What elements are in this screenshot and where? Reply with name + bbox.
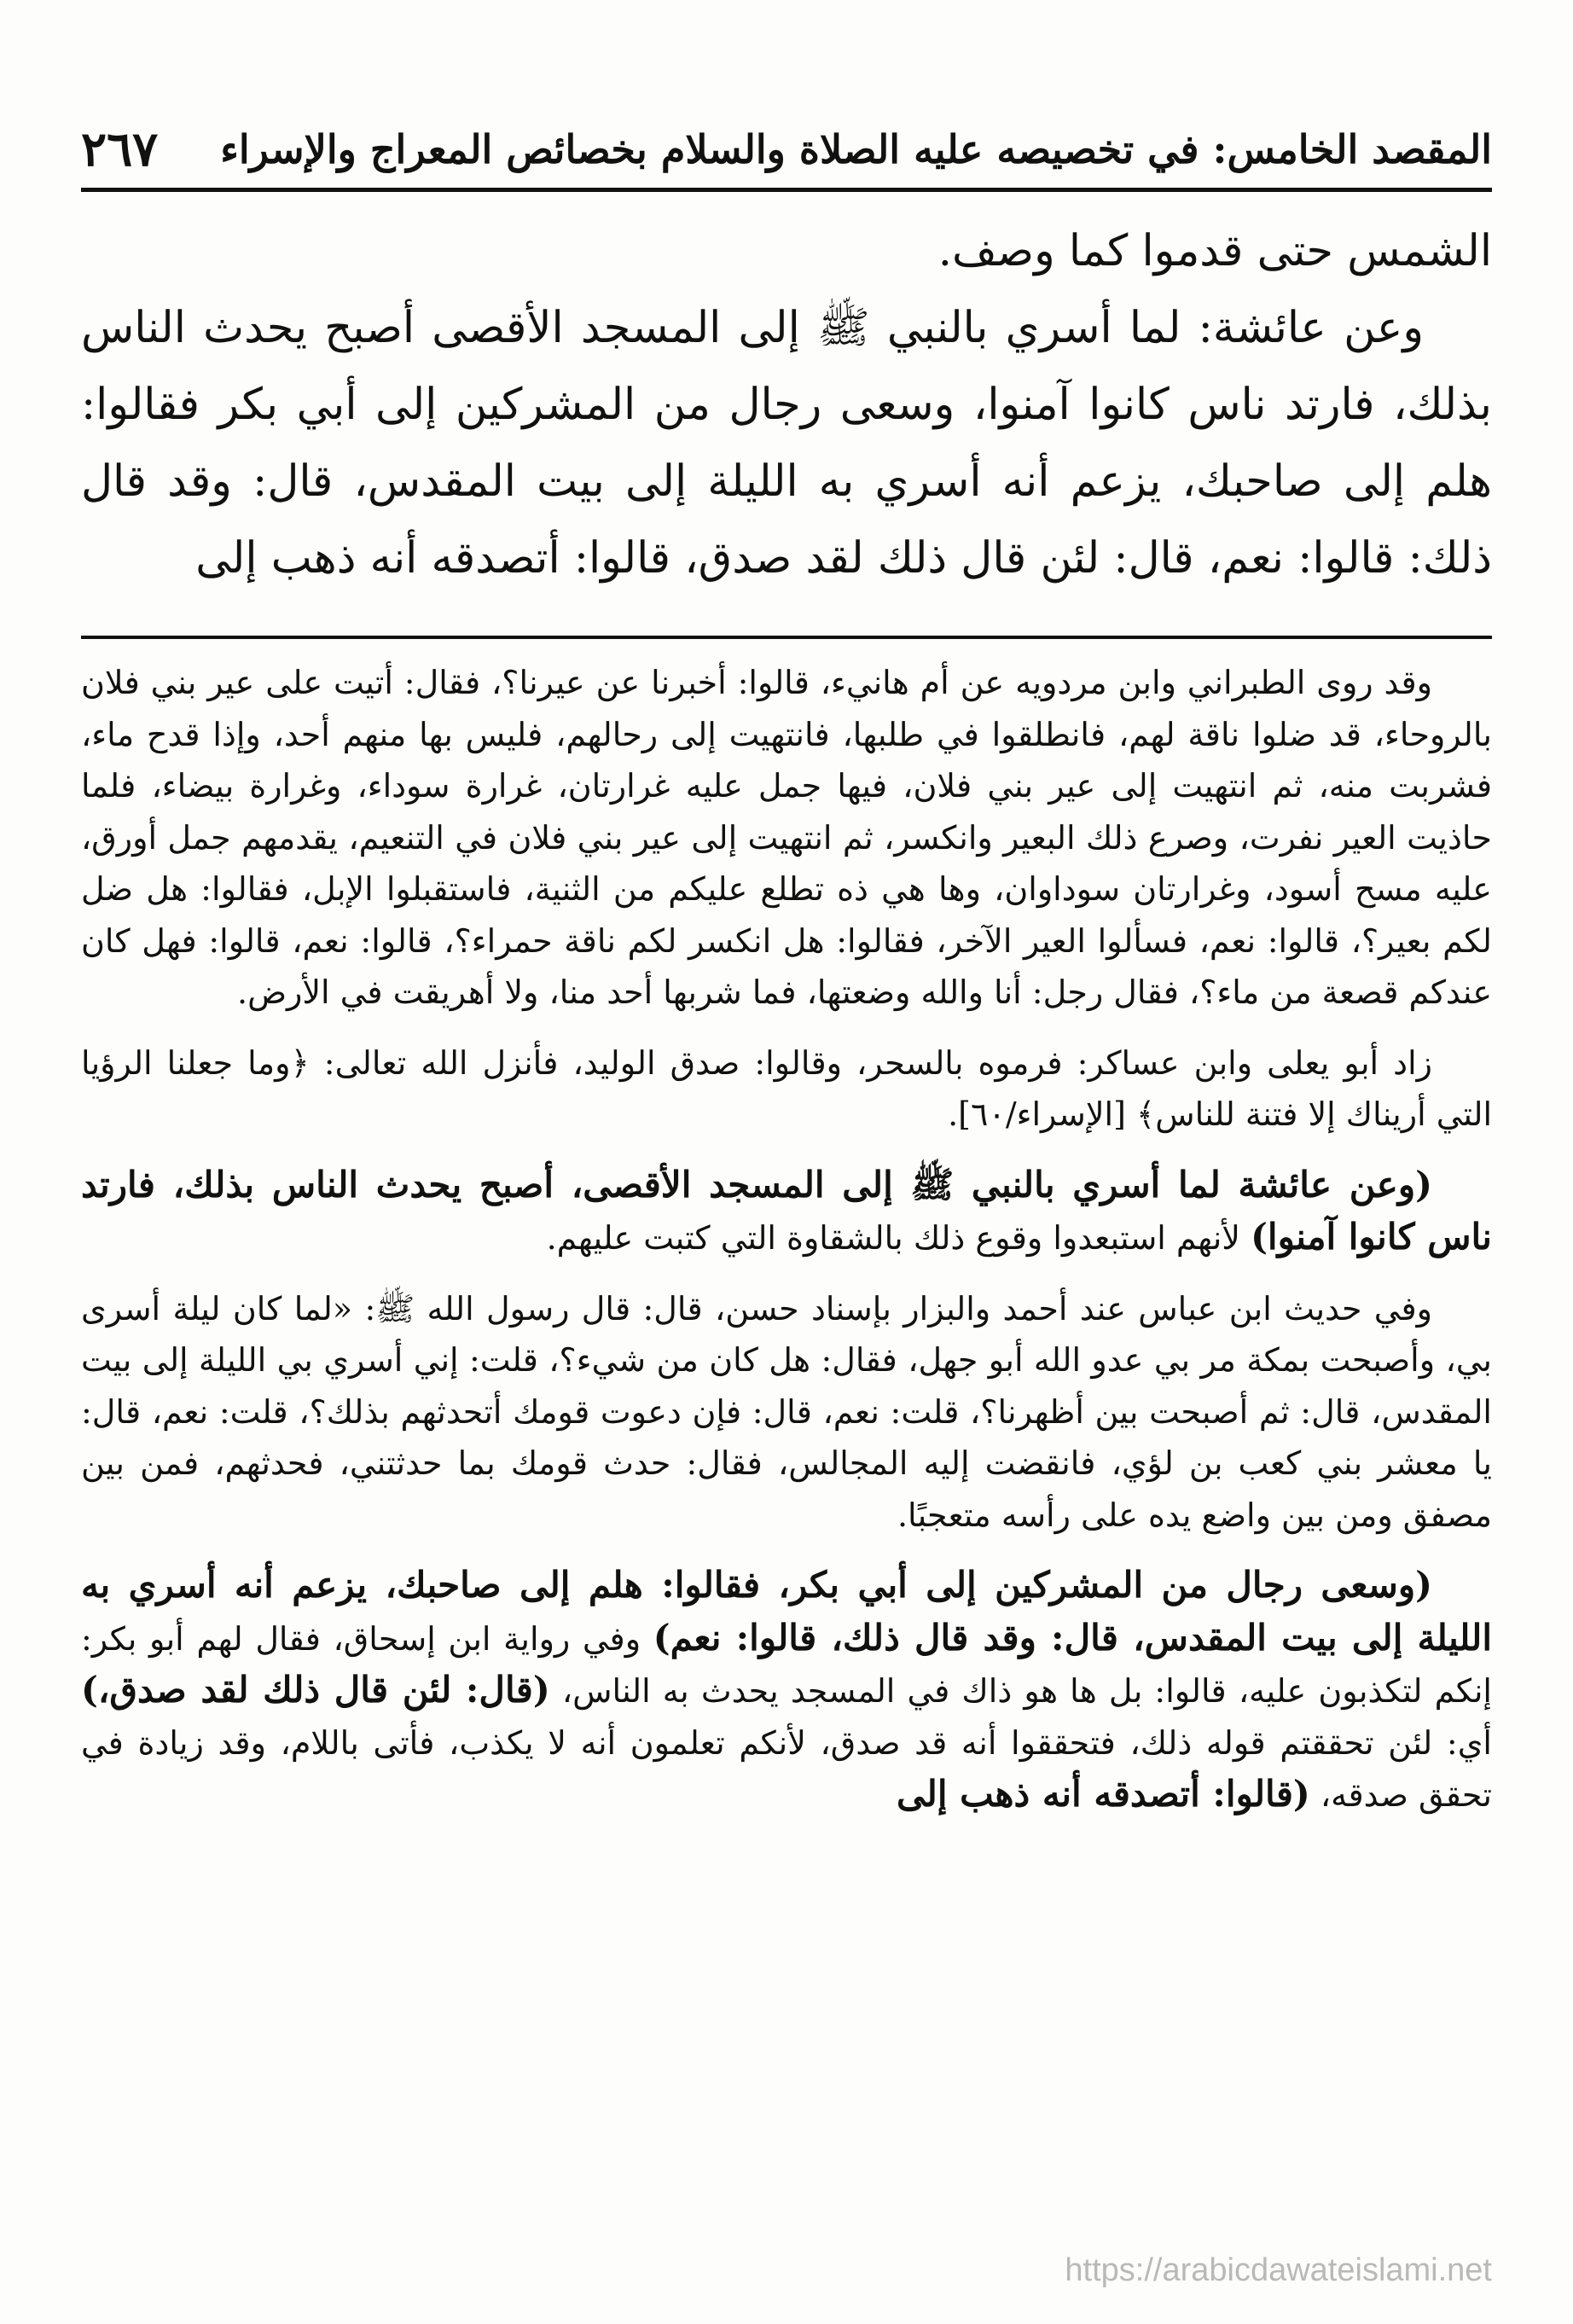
main-text xyxy=(81,213,1492,597)
quoted-text: (وسعى رجال من المشركين إلى أبي بكر، فقالوا: هلم إلى صاحبك، يزعم أنه أسري به الليلة إلى بيت المقدس، قال: وقد قال ذلك، قالوا: نعم) xyxy=(81,1564,1492,1659)
main-paragraph-1: الشمس حتى قدموا كما وصف. xyxy=(937,226,1492,276)
quoted-text: (قال: لئن قال ذلك لقد صدق،) xyxy=(81,1669,550,1711)
footnote-separator xyxy=(81,636,1492,639)
commentary-paragraph-1: وقد روى الطبراني وابن مردويه عن أم هانيء، قالوا: أخبرنا عن عيرنا؟، فقال: أتيت على عير بني فلان بالروحاء، قد ضلوا ناقة لهم، فانطلقوا في طلبها، فانتهيت إلى رحالهم، فليس بها منهم أحد، وإذا قدح ماء، فشربت منه، ثم انتهيت إلى عير بني فلان، فيها جمل عليه غرارتان، غرارة سوداء، وغرارة بيضاء، فلما حاذيت العير نفرت، وصرع ذلك البعير وانكسر، ثم انتهيت إلى عير بني فلان في التنعيم، يقدمهم جمل أورق، عليه مسح أسود، وغرارتان سوداوان، وها هي ذه تطلع عليكم من الثنية، فاستقبلوا الإبل، فقالوا: هل ضل لكم بعير؟، قالوا: نعم، فسألوا العير الآخر، فقالوا: هل انكسر لكم ناقة حمراء؟، قالوا: نعم، قالوا: فهل كان عندكم قصعة من ماء؟، فقال رجل: أنا والله وضعتها، فما شربها أحد منا، ولا أهريقت في الأرض. xyxy=(81,664,1492,1011)
commentary-paragraph-4: وفي حديث ابن عباس عند أحمد والبزار بإسناد حسن، قال: قال رسول الله ﷺ: «لما كان ليلة أسرى بي، وأصبحت بمكة مر بي عدو الله أبو جهل، فقال: هل كان من شيء؟، قلت: إني أسري بي الليلة إلى بيت المقدس، قال: ثم أصبحت بين أظهرنا؟، قلت: نعم، قال: فإن دعوت قومك أتحدثهم بذلك؟، قلت: نعم، قال: يا معشر بني كعب بن لؤي، فانقضت إليه المجالس، فقال: حدث قومك بما حدثتني، فحدثهم، فمن بين مصفق ومن بين واضع يده على رأسه متعجبًا. xyxy=(81,1289,1492,1534)
commentary-text: وفي رواية ابن إسحاق، فقال لهم أبو بكر: إنكم لتكذبون عليه، قالوا: بل ها هو ذاك في المسجد يحدث به الناس، xyxy=(81,1619,1492,1710)
commentary-paragraph-3 xyxy=(81,1159,1492,1264)
quoted-text: (قالوا: أتصدقه أنه ذهب إلى xyxy=(897,1773,1310,1815)
main-paragraph-2: وعن عائشة: لما أسري بالنبي ﷺ إلى المسجد الأقصى أصبح يحدث الناس بذلك، فارتد ناس كانوا آمنوا، وسعى رجال من المشركين إلى أبي بكر فقالوا: هلم إلى صاحبك، يزعم أنه أسري به الليلة إلى بيت المقدس، قال: وقد قال ذلك: قالوا: نعم، قال: لئن قال ذلك لقد صدق، قالوا: أتصدقه أنه ذهب إلى xyxy=(81,303,1492,584)
site-watermark: https://arabicdawateislami.net xyxy=(1065,2252,1492,2288)
page-header xyxy=(81,111,1492,192)
chapter-title: المقصد الخامس: في تخصيصه عليه الصلاة والسلام بخصائص المعراج والإسراء xyxy=(220,126,1492,172)
commentary-paragraph-5 xyxy=(81,1560,1492,1821)
commentary-text: لأنهم استبعدوا وقوع ذلك بالشقاوة التي كتبت عليهم. xyxy=(546,1219,1251,1257)
commentary-text: أي: لئن تحققتم قوله ذلك، فتحققوا أنه قد صدق، لأنكم تعلمون أنه لا يكذب، فأتى باللام، وقد زيادة في تحقق صدقه، xyxy=(81,1723,1492,1814)
commentary-section xyxy=(81,657,1492,1821)
quoted-text: (وعن عائشة لما أسري بالنبي ﷺ إلى المسجد الأقصى، أصبح يحدث الناس بذلك، فارتد ناس كانوا آمنوا) xyxy=(81,1163,1492,1258)
commentary-paragraph-2: زاد أبو يعلى وابن عساكر: فرموه بالسحر، وقالوا: صدق الوليد، فأنزل الله تعالى: ﴿وما جعلنا الرؤيا التي أريناك إلا فتنة للناس﴾ [الإسراء/٦٠]. xyxy=(81,1043,1492,1133)
page-number: ٢٦٧ xyxy=(81,121,159,177)
